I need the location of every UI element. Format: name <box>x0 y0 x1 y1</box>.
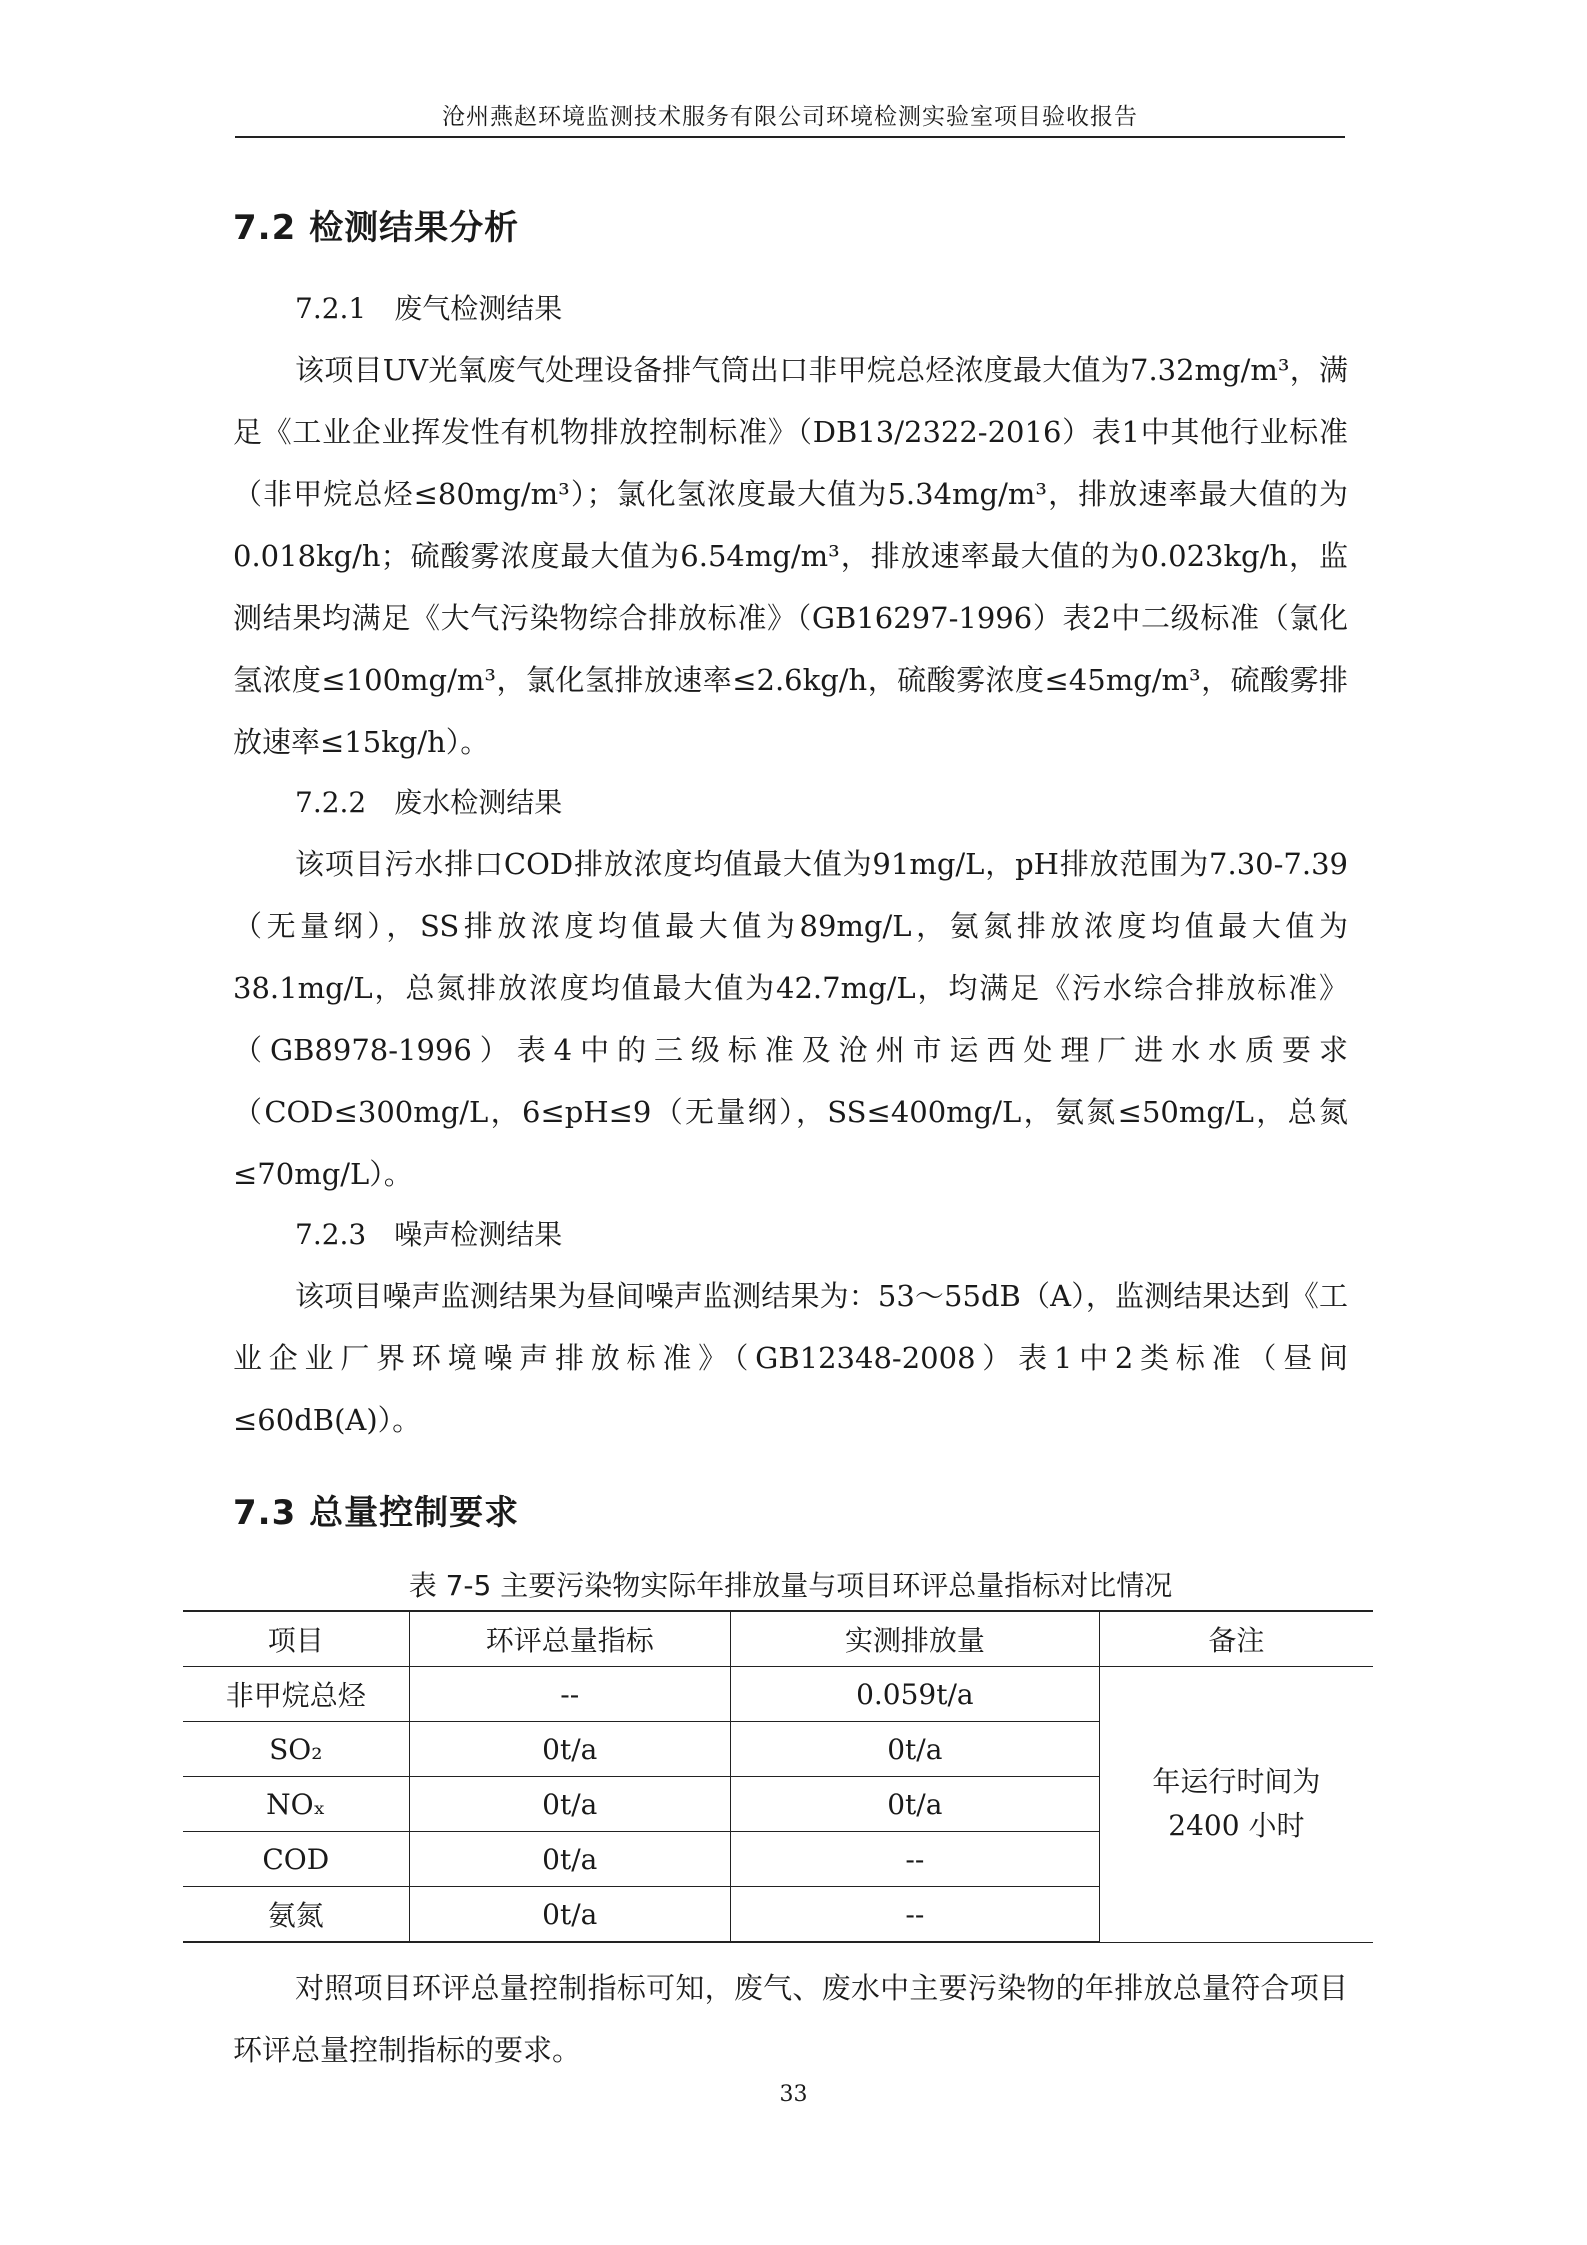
header-cell: 备注 <box>1099 1611 1373 1667</box>
subsection-7-2-2-title: 7.2.2 废水检测结果 <box>295 786 563 819</box>
table-cell: 0t/a <box>730 1722 1099 1777</box>
conclusion-paragraph: 对照项目环评总量控制指标可知，废气、废水中主要污染物的年排放总量符合项目环评总量控制指标的要求。 <box>233 1971 1348 2067</box>
header-cell: 环评总量指标 <box>409 1611 730 1667</box>
table-header-row <box>183 1611 1373 1667</box>
table-cell: 氨氮 <box>183 1887 409 1943</box>
table-cell: 0t/a <box>409 1722 730 1777</box>
page-content <box>225 190 1348 2081</box>
header-cell: 实测排放量 <box>730 1611 1099 1667</box>
page-number: 33 <box>779 2082 808 2107</box>
noise-paragraph: 该项目噪声监测结果为昼间噪声监测结果为：53～55dB（A），监测结果达到《工业企业厂界环境噪声排放标准》（GB12348-2008）表1中2类标准（昼间≤60dB(A)）。 <box>233 1279 1348 1437</box>
table-cell: -- <box>730 1887 1099 1943</box>
section-7-3-title: 7.3 总量控制要求 <box>233 1493 520 1533</box>
remark-line: 年运行时间为 <box>1152 1765 1321 1799</box>
section-7-2-title: 7.2 检测结果分析 <box>233 208 520 248</box>
table-row <box>183 1667 1373 1722</box>
table-cell: 0.059t/a <box>730 1667 1099 1722</box>
table-cell: 0t/a <box>409 1777 730 1832</box>
table-cell: SO₂ <box>183 1722 409 1777</box>
remark-line: 2400 小时 <box>1168 1809 1305 1843</box>
table-cell: NOₓ <box>183 1777 409 1832</box>
waste-gas-paragraph: 该项目UV光氧废气处理设备排气筒出口非甲烷总烃浓度最大值为7.32mg/m³，满足《工业企业挥发性有机物排放控制标准》（DB13/2322-2016）表1中其他行业标准（非甲烷总烃≤80mg/m³）；氯化氢浓度最大值为5.34mg/m³，排放速率最大值的为0.018kg/h；硫酸雾浓度最大值为6.54mg/m³，排放速率最大值的为0.023kg/h，监测结果均满足《大气污染物综合排放标准》（GB16297-1996）表2中二级标准（氯化氢浓度≤100mg/m³，氯化氢排放速率≤2.6kg/h，硫酸雾浓度≤45mg/m³，硫酸雾排放速率≤15kg/h）。 <box>233 353 1348 759</box>
header-cell: 项目 <box>183 1611 409 1667</box>
pollutant-table <box>183 1610 1373 1943</box>
table-cell: 0t/a <box>409 1887 730 1943</box>
waste-water-paragraph: 该项目污水排口COD排放浓度均值最大值为91mg/L，pH排放范围为7.30-7.39（无量纲），SS排放浓度均值最大值为89mg/L，氨氮排放浓度均值最大值为38.1mg/L，总氮排放浓度均值最大值为42.7mg/L，均满足《污水综合排放标准》（GB8978-1996）表4中的三级标准及沧州市运西处理厂进水水质要求（COD≤300mg/L，6≤pH≤9（无量纲），SS≤400mg/L，氨氮≤50mg/L，总氮≤70mg/L）。 <box>233 847 1348 1191</box>
table-cell: -- <box>730 1832 1099 1887</box>
header-divider <box>235 136 1345 138</box>
remark-cell <box>1099 1667 1373 1943</box>
page-header: 沧州燕赵环境监测技术服务有限公司环境检测实验室项目验收报告 <box>442 104 1138 130</box>
subsection-7-2-1-title: 7.2.1 废气检测结果 <box>295 292 563 325</box>
table-caption: 表 7-5 主要污染物实际年排放量与项目环评总量指标对比情况 <box>408 1569 1173 1602</box>
table-cell: 0t/a <box>409 1832 730 1887</box>
table-cell: 0t/a <box>730 1777 1099 1832</box>
table-cell: COD <box>183 1832 409 1887</box>
table-cell: -- <box>409 1667 730 1722</box>
table-cell: 非甲烷总烃 <box>183 1667 409 1722</box>
subsection-7-2-3-title: 7.2.3 噪声检测结果 <box>295 1218 563 1251</box>
